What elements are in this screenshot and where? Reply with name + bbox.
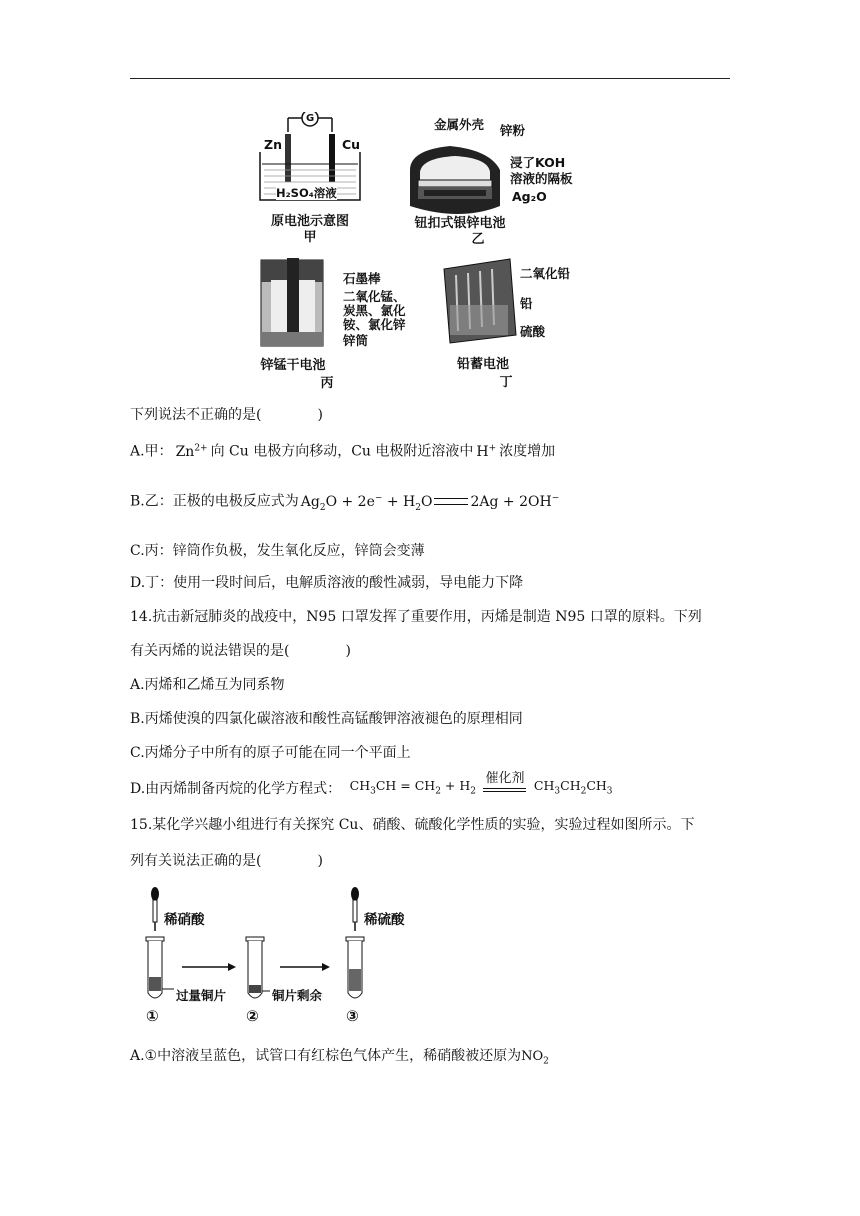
solution-label: H₂SO₄溶液: [276, 186, 337, 200]
figure-tag: 丙: [320, 376, 334, 391]
cu-label: Cu: [342, 137, 361, 152]
test-tube-figure: [140, 885, 440, 1030]
galvanic-cell-figure: [250, 112, 380, 245]
dilute-nitric-acid-label: 稀硝酸: [164, 912, 205, 928]
q15-option-a: A.①中溶液呈蓝色，试管口有红棕色气体产生，稀硝酸被还原为$NO_2$: [130, 1048, 549, 1067]
dropper-icon: [351, 887, 359, 931]
mix-label-1: 二氧化锰、: [343, 289, 406, 304]
pbo2-label: 二氧化铅: [520, 266, 571, 281]
q15-stem-1: 15.某化学兴趣小组进行有关探究 Cu、硝酸、硫酸化学性质的实验，实验过程如图所示。下: [130, 817, 695, 833]
zinc-manganese-cell-figure: [255, 252, 415, 391]
dry-cell-drawing: [255, 252, 335, 352]
zinc-powder-label: 锌粉: [500, 123, 526, 138]
test-tube-drawing: [140, 885, 440, 1030]
q13-option-d: D.丁：使用一段时间后，电解质溶液的酸性减弱，导电能力下降: [130, 575, 524, 591]
graphite-rod-label: 石墨棒: [343, 271, 381, 286]
galvanometer-label: G: [306, 113, 315, 124]
q13-option-b: B.乙：正极的电极反应式为 $Ag_2O + 2e^- + H_2O$ 2Ag + 2OH−: [130, 493, 560, 513]
figure-caption: 铅蓄电池: [456, 357, 509, 372]
q14-stem-2: 有关丙烯的说法错误的是( ): [130, 643, 351, 659]
button-cell-figure: [400, 112, 600, 247]
dropper-icon: [151, 887, 159, 931]
tube-number-2: ②: [246, 1007, 259, 1025]
q14-option-b: B.丙烯使溴的四氯化碳溶液和酸性高锰酸钾溶液褪色的原理相同: [130, 711, 523, 727]
figure-caption: 锌锰干电池: [260, 358, 326, 373]
zn-label: Zn: [264, 137, 282, 152]
q15-stem-2: 列有关说法正确的是( ): [130, 853, 323, 869]
shell-label: 金属外壳: [434, 117, 485, 132]
lead-acid-battery-figure: [440, 255, 590, 390]
pb-label: 铅: [520, 296, 533, 311]
ag2o-label: Ag₂O: [512, 189, 547, 204]
q14-option-a: A.丙烯和乙烯互为同系物: [130, 677, 285, 693]
q14-stem-1: 14.抗击新冠肺炎的战疫中，N95 口罩发挥了重要作用，丙烯是制造 N95 口罩的原料。下列: [130, 609, 702, 625]
q14-option-c: C.丙烯分子中所有的原子可能在同一个平面上: [130, 745, 411, 761]
copper-remaining-label: 铜片剩余: [272, 988, 323, 1003]
figure-tag: 丁: [499, 375, 513, 390]
lead-battery-drawing: [440, 255, 520, 347]
tube-number-3: ③: [346, 1007, 359, 1025]
tube-number-1: ①: [146, 1007, 159, 1025]
zinc-can-label: 锌筒: [343, 333, 369, 348]
q14-option-d: D.由丙烯制备丙烷的化学方程式： $CH_3CH = CH_2 + H_2$ 催化剂 $CH_3CH_2CH_3$: [130, 771, 613, 797]
separator-label-2: 溶液的隔板: [510, 171, 573, 186]
mix-label-3: 铵、氯化锌: [343, 317, 406, 332]
header-rule: [130, 78, 730, 79]
q13-stem: 下列说法不正确的是( ): [130, 407, 323, 423]
separator-label-1: 浸了KOH: [510, 155, 566, 170]
figure-tag: 甲: [303, 230, 317, 245]
acid-label: 硫酸: [520, 324, 546, 339]
excess-copper-label: 过量铜片: [176, 988, 227, 1003]
dilute-sulfuric-acid-label: 稀硫酸: [364, 912, 405, 928]
figure-caption: 钮扣式银锌电池: [414, 216, 506, 231]
figure-caption: 原电池示意图: [270, 214, 349, 229]
figure-tag: 乙: [471, 232, 485, 247]
mix-label-2: 炭黑、氯化: [343, 303, 406, 318]
equals-sign: [434, 498, 468, 505]
q13-option-c: C.丙：锌筒作负极，发生氧化反应，锌筒会变薄: [130, 543, 425, 559]
q13-option-a: A.甲： $Zn^{2+}$ 向 Cu 电极方向移动，Cu 电极附近溶液中 H+ 浓度增加: [130, 443, 556, 460]
catalyst-arrow: 催化剂: [483, 771, 526, 792]
